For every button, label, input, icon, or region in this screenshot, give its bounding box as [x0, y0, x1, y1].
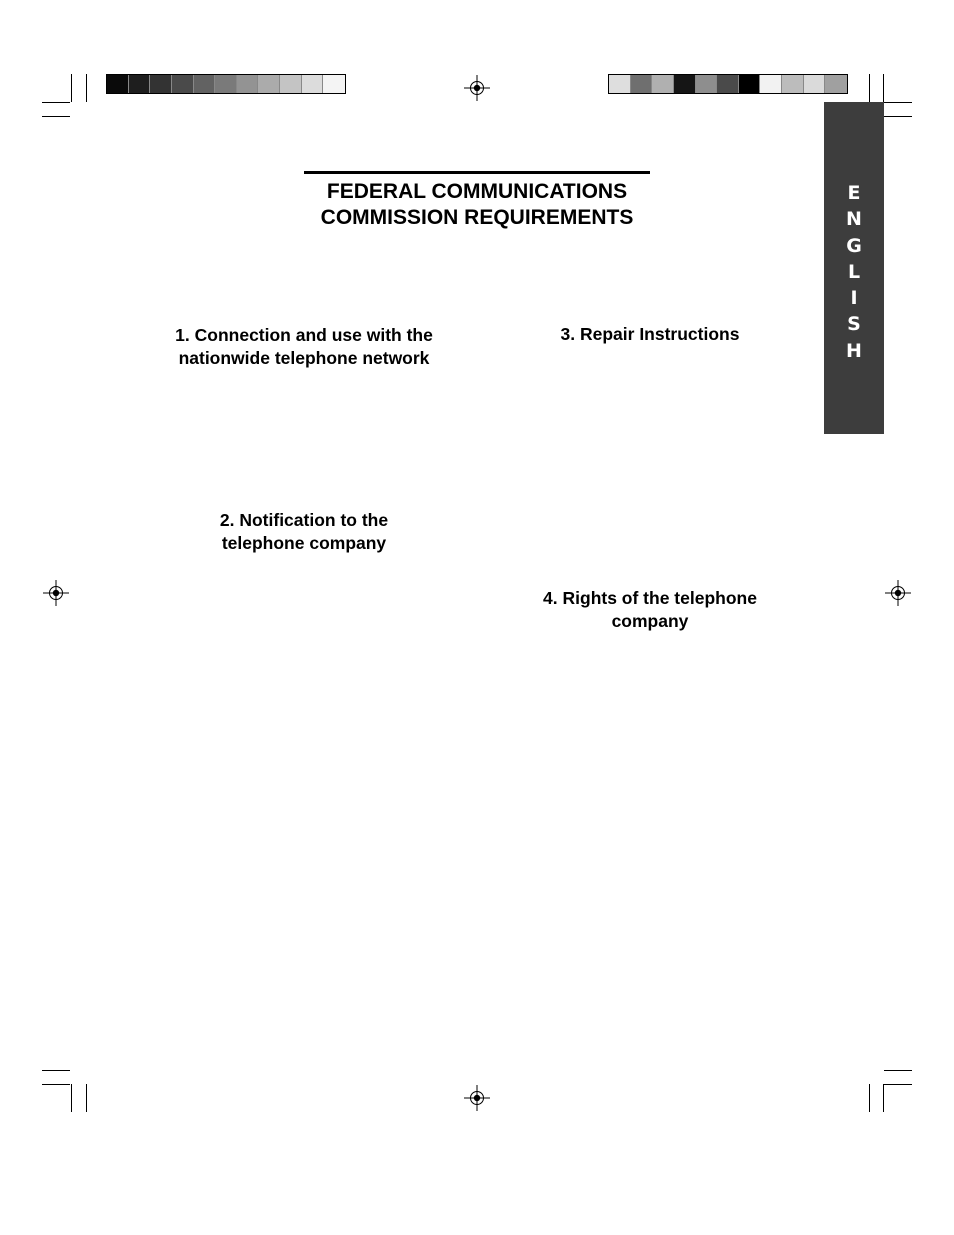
color-bar-left-swatch	[302, 75, 324, 93]
color-bar-left-swatch	[258, 75, 280, 93]
color-bar-left	[106, 74, 346, 94]
color-bar-right-swatch	[782, 75, 804, 93]
language-side-tab	[824, 102, 884, 434]
language-tab-letter: I	[850, 287, 858, 310]
registration-mark-right-icon	[885, 580, 911, 606]
color-bar-left-swatch	[172, 75, 194, 93]
page-title-line-1: FEDERAL COMMUNICATIONS	[326, 180, 628, 203]
registration-mark-left-icon	[43, 580, 69, 606]
section-heading-rights: 4. Rights of the telephone company	[543, 588, 757, 631]
color-bar-right	[608, 74, 848, 94]
language-tab-letter: E	[847, 182, 861, 204]
color-bar-left-swatch	[107, 75, 129, 93]
color-bar-right-swatch	[804, 75, 826, 93]
color-bar-left-swatch	[323, 75, 345, 93]
registration-mark-bottom-icon	[464, 1085, 490, 1111]
color-bar-left-swatch	[129, 75, 151, 93]
language-tab-letters	[824, 180, 884, 364]
color-bar-left-swatch	[215, 75, 237, 93]
color-bar-right-swatch	[739, 75, 761, 93]
language-tab-letter: L	[847, 260, 861, 283]
color-bar-left-swatch	[237, 75, 259, 93]
color-bar-right-swatch	[631, 75, 653, 93]
page-title	[250, 179, 704, 231]
language-tab-letter: H	[846, 339, 862, 362]
page-title-line-2: COMMISSION REQUIREMENTS	[320, 206, 634, 229]
title-rule	[304, 171, 650, 174]
color-bar-right-swatch	[609, 75, 631, 93]
color-bar-left-swatch	[280, 75, 302, 93]
color-bar-right-swatch	[825, 75, 847, 93]
language-tab-letter: N	[846, 208, 862, 231]
language-tab-letter: S	[847, 313, 861, 336]
registration-mark-top-icon	[464, 75, 490, 101]
section-heading-connection: 1. Connection and use with the nationwide telephone network	[175, 325, 433, 368]
color-bar-right-swatch	[652, 75, 674, 93]
color-bar-right-swatch	[674, 75, 696, 93]
language-tab-letter: G	[846, 234, 862, 257]
color-bar-left-swatch	[150, 75, 172, 93]
section-heading-notification: 2. Notification to the telephone company	[219, 510, 389, 553]
color-bar-right-swatch	[760, 75, 782, 93]
section-heading-repair: 3. Repair Instructions	[560, 324, 740, 344]
color-bar-left-swatch	[194, 75, 216, 93]
color-bar-right-swatch	[696, 75, 718, 93]
color-bar-right-swatch	[717, 75, 739, 93]
